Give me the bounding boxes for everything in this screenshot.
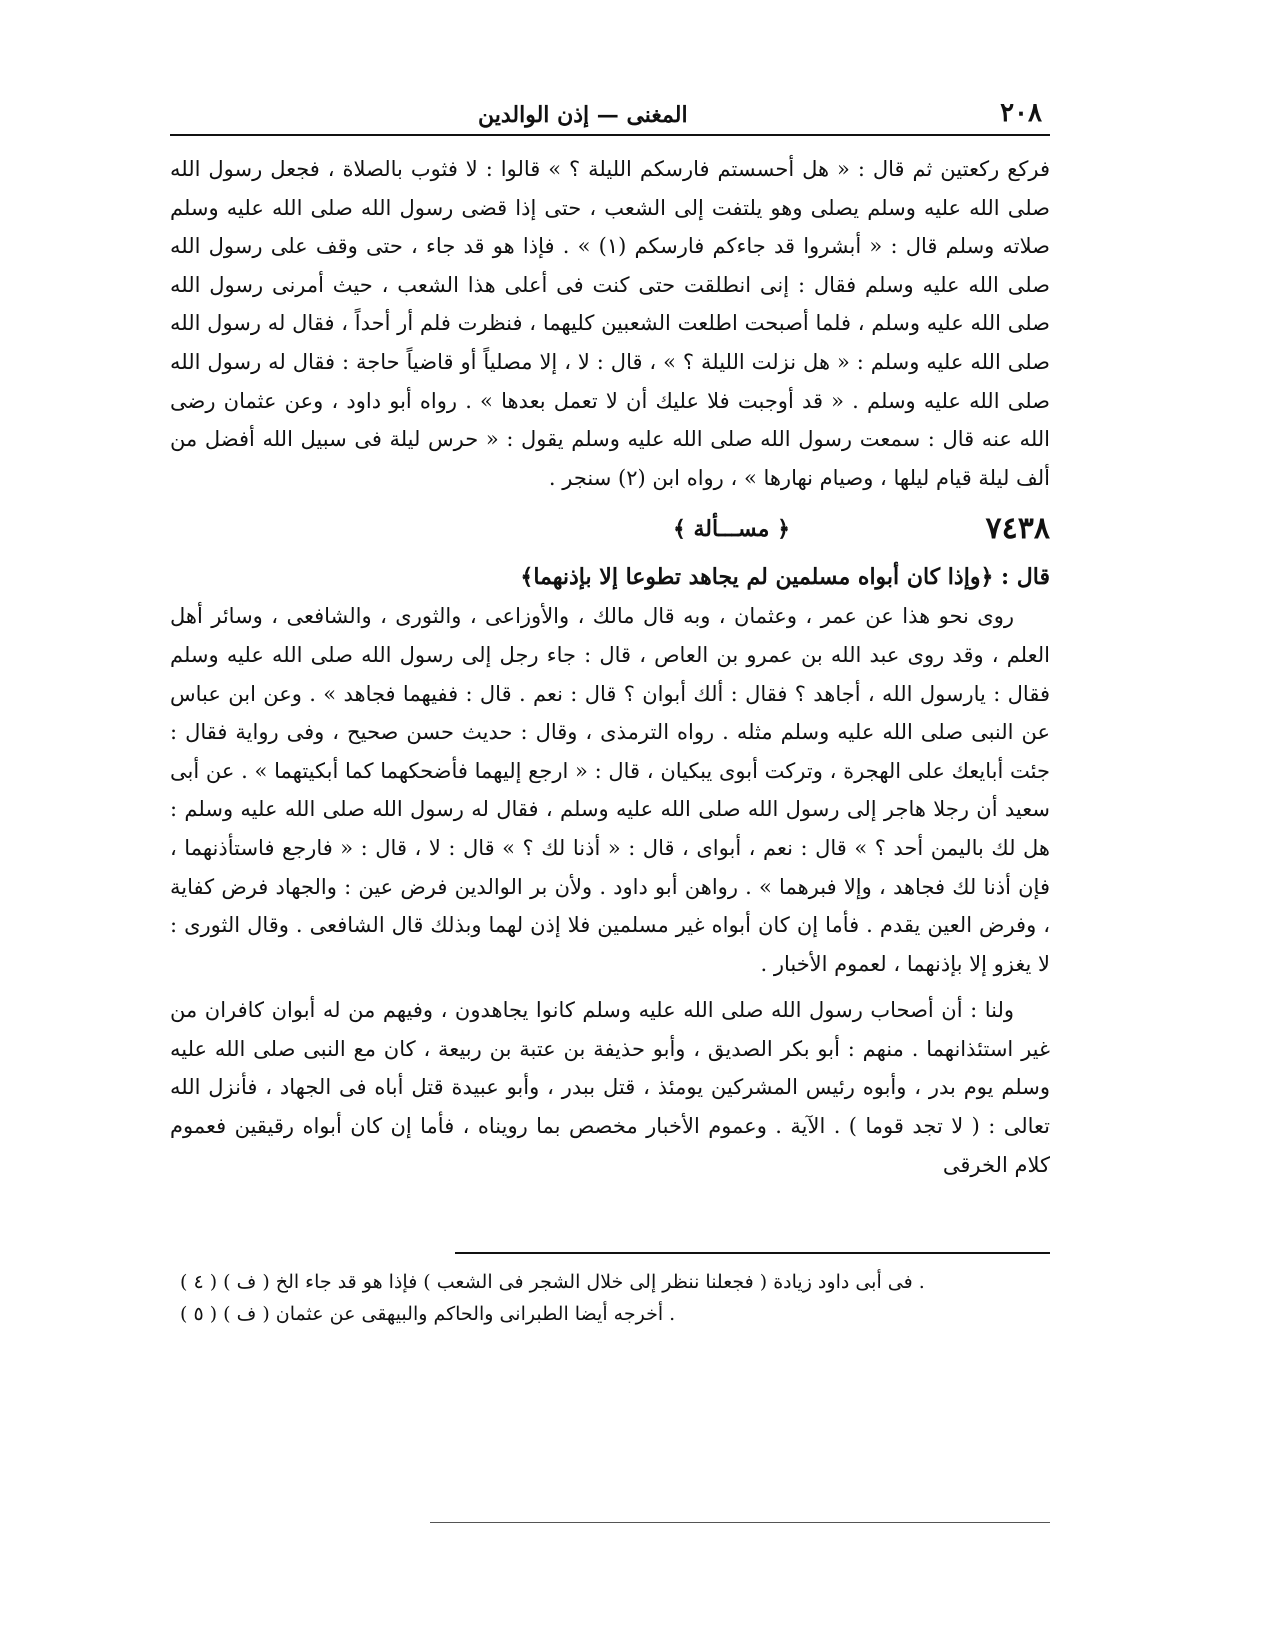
footnote-1: ( ٤ ) فى أبى داود زيادة ( فجعلنا ننظر إلى خلال الشجر فى الشعب ) فإذا هو قد جاء الخ ( ف ) .: [180, 1271, 925, 1293]
book-page: [170, 88, 1050, 1184]
main-text: [170, 150, 1050, 1184]
masala-statement: قال : ﴿وإذا كان أبواه مسلمين لم يجاهد تطوعا إلا بإذنهما﴾: [520, 564, 1050, 591]
footnote-divider: [455, 1252, 1050, 1254]
body-paragraph-1: روى نحو هذا عن عمر ، وعثمان ، وبه قال مالك ، والأوزاعى ، والثورى ، والشافعى ، وسائر أهل العلم ، وقد روى عبد الله بن عمرو بن العاص ، قال : جاء رجل إلى رسول الله صلى الله عليه وسلم فقال : يارسول الله ، أجاهد ؟ فقال : ألك أبوان ؟ قال : نعم . قال : ففيهما فجاهد » . وعن ابن عباس عن النبى صلى الله عليه وسلم مثله . رواه الترمذى ، وقال : حديث حسن صحيح ، وفى رواية فقال : جئت أبايعك على الهجرة ، وتركت أبوى يبكيان ، قال : « ارجع إليهما فأضحكهما كما أبكيتهما » . عن أبى سعيد أن رجلا هاجر إلى رسول الله صلى الله عليه وسلم ، فقال له رسول الله صلى الله عليه وسلم : هل لك باليمن أحد ؟ » قال : نعم ، أبواى ، قال : « أذنا لك ؟ » قال : لا ، قال : « فارجع فاستأذنهما ، فإن أذنا لك فجاهد ، وإلا فبرهما » . رواهن أبو داود . ولأن بر الوالدين فرض عين : والجهاد فرض كفاية ، وفرض العين يقدم . فأما إن كان أبواه غير مسلمين فلا إذن لهما وبذلك قال الشافعى . وقال الثورى : لا يغزو إلا بإذنهما ، لعموم الأخبار .: [170, 604, 1050, 976]
footnote-2: ( ٥ ) أخرجه أيضا الطبرانى والحاكم والبيهقى عن عثمان ( ف ) .: [180, 1303, 676, 1325]
body-paragraph-2: ولنا : أن أصحاب رسول الله صلى الله عليه وسلم كانوا يجاهدون ، وفيهم من له أبوان كافران من غير استئذانهما . منهم : أبو بكر الصديق ، وأبو حذيفة بن عتبة بن ربيعة ، كان مع النبى صلى الله عليه وسلم يوم بدر ، وأبوه رئيس المشركين يومئذ ، قتل ببدر ، وأبو عبيدة قتل أباه فى الجهاد ، فأنزل الله تعالى : ( لا تجد قوما ) . الآية . وعموم الأخبار مخصص بما رويناه ، فأما إن كان أبواه رقيقين فعموم كلام الخرقى: [170, 998, 1050, 1177]
page-header: [170, 88, 1050, 136]
masala-heading: [170, 501, 1050, 557]
masala-number: ٧٤٣٨: [985, 511, 1050, 547]
page-number: ٢٠٨: [1000, 98, 1042, 128]
masala-label: ﴿ مســـألة ﴾: [672, 516, 790, 543]
intro-paragraph: فركع ركعتين ثم قال : « هل أحسستم فارسكم الليلة ؟ » قالوا : لا فثوب بالصلاة ، فجعل رسول الله صلى الله عليه وسلم يصلى وهو يلتفت إلى الشعب ، حتى إذا قضى رسول الله صلى الله عليه وسلم صلاته وسلم قال : « أبشروا قد جاءكم فارسكم (١) » . فإذا هو قد جاء ، حتى وقف على رسول الله صلى الله عليه وسلم فقال : إنى انطلقت حتى كنت فى أعلى هذا الشعب ، حيث أمرنى رسول الله صلى الله عليه وسلم ، فلما أصبحت اطلعت الشعبين كليهما ، فنظرت فلم أر أحداً ، فقال له رسول الله صلى الله عليه وسلم : « هل نزلت الليلة ؟ » ، قال : لا ، إلا مصلياً أو قاضياً حاجة : فقال له رسول الله صلى الله عليه وسلم . « قد أوجبت فلا عليك أن لا تعمل بعدها » . رواه أبو داود ، وعن عثمان رضى الله عنه قال : سمعت رسول الله صلى الله عليه وسلم يقول : « حرس ليلة فى سبيل الله أفضل من ألف ليلة قيام ليلها ، وصيام نهارها » ، رواه ابن (٢) سنجر .: [170, 157, 1050, 490]
running-title: المغنى — إذن الوالدين: [478, 102, 688, 128]
bottom-rule: [430, 1522, 1050, 1523]
footnotes: [180, 1266, 1000, 1330]
